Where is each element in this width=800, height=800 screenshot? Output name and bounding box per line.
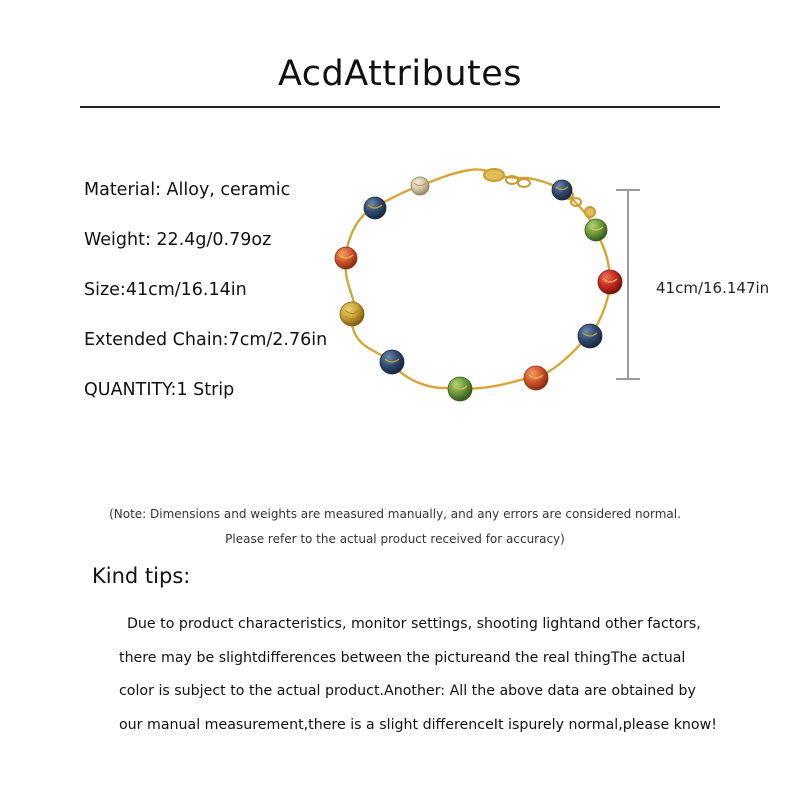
bead-orange-1 — [335, 247, 357, 269]
kind-tips-body — [119, 608, 717, 742]
note-line-1: (Note: Dimensions and weights are measured manually, and any errors are considered normal. — [109, 507, 681, 521]
bead-green-2 — [585, 219, 607, 241]
tips-line-1: Due to product characteristics, monitor settings, shooting lightand other factors, — [127, 616, 701, 632]
bead-navy-2 — [380, 350, 404, 374]
attribute-material: Material: Alloy, ceramic — [84, 180, 291, 200]
tips-line-3: color is subject to the actual product.Another: All the above data are obtained by — [119, 683, 696, 700]
measurement-note — [0, 502, 790, 552]
attribute-size: Size:41cm/16.14in — [84, 280, 247, 300]
bead-orange-2 — [524, 366, 548, 390]
dimension-label: 41cm/16.147in — [656, 279, 770, 297]
attribute-quantity: QUANTITY:1 Strip — [84, 380, 235, 400]
title-underline — [80, 106, 720, 108]
note-line-2: Please refer to the actual product received for accuracy) — [225, 532, 565, 546]
dimension-marker — [616, 190, 640, 379]
bead-navy-3 — [578, 324, 602, 348]
attribute-weight: Weight: 22.4g/0.79oz — [84, 230, 272, 250]
bead-navy-1 — [364, 197, 386, 219]
kind-tips-heading: Kind tips: — [92, 564, 191, 588]
tips-line-2: there may be slightdifferences between the pictureand the real thingThe actual — [119, 649, 686, 666]
bead-beige — [411, 177, 429, 195]
bead-navy-4 — [552, 180, 572, 200]
attributes-list — [84, 178, 327, 428]
clasp-and-extender — [484, 169, 595, 217]
tips-line-4: our manual measurement,there is a slight differenceIt ispurely normal,please know! — [119, 716, 717, 733]
bead-green-1 — [448, 377, 472, 401]
attribute-extended-chain: Extended Chain:7cm/2.76in — [84, 330, 328, 350]
bead-mustard — [340, 302, 364, 326]
bead-red — [598, 270, 622, 294]
page-title: AcdAttributes — [277, 54, 523, 94]
gold-chain — [345, 169, 610, 388]
beads — [335, 177, 622, 401]
